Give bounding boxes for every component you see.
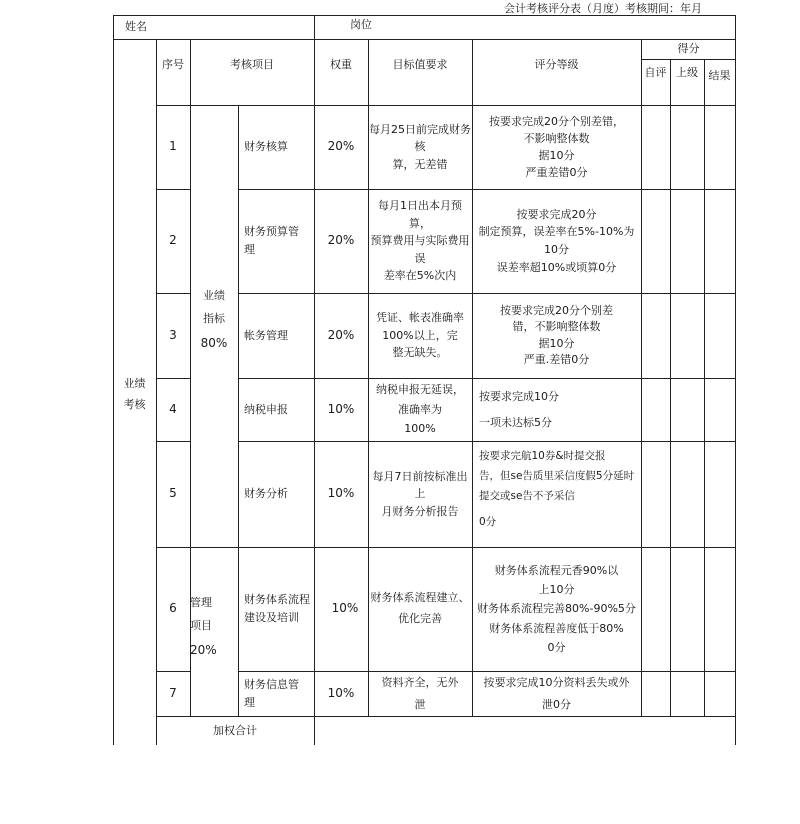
management-group-label [190,587,238,667]
result-header [704,59,735,105]
row-grade-line: 严重差错0分 [525,166,588,180]
row-item [244,189,314,293]
row-grade-line: 按要求完成10分 [479,390,559,404]
row-target-line: 纳税申报无延误， [376,382,464,396]
result-header-line: 结果 [708,69,731,82]
outer-group-label [113,370,156,420]
row-item-line: 财务信息管 [244,677,299,691]
row-target-line: 100% [404,422,436,436]
row-grade-line: 财务体系流程完善80%-90%5分 [477,602,636,616]
row-grade [472,105,641,189]
performance-group-line: 指标 [203,312,225,326]
row-item-line: 财务分析 [244,487,288,501]
row-grade-line: 财务体系流程善度低于80% [489,621,624,635]
row-target [368,293,472,378]
row-grade-line: 0分 [479,515,497,528]
row-item [244,671,314,716]
row-seq: 4 [169,401,177,416]
row-weight: 10% [327,685,355,700]
row-target-line: 资料齐全，无外 [381,675,459,689]
row-grade-line: 按要求完成20分 [516,207,597,221]
row-grade [472,189,641,293]
outer-group-line: 业绩 [123,377,146,391]
row-target-line: 100%以上，完 [382,328,458,342]
score-header: 得分 [677,42,700,56]
name-label: 姓名 [125,20,147,34]
appraisal-table [113,15,736,745]
row-grade-line: 按要求完成20分个别差错， [489,114,624,128]
row-item-line: 建设及培训 [244,611,299,624]
row-target-line: 整无缺失。 [392,346,448,360]
row-seq: 5 [169,486,177,501]
grade-header: 评分等级 [534,58,579,71]
row-target [368,105,472,189]
target-header: 目标值要求 [392,58,448,71]
row-item [244,547,314,671]
row-target-line: 凭证、帐表准确率 [376,311,464,325]
performance-group-weight: 80% [200,335,228,350]
row-grade-line: 提交或se告不予采信 [479,489,575,502]
superior-score-header: 上级 [676,66,698,79]
row-item-line: 帐务管理 [244,328,288,342]
row-grade-line: 严重.差错0分 [523,353,590,366]
row-item-line: 理 [244,695,255,709]
row-grade-line: 错，不影响整体数 [512,320,601,333]
row-weight: 10% [331,601,359,616]
row-weight: 10% [327,401,355,416]
row-weight: 20% [327,139,355,154]
weighted-total-label: 加权合计 [213,723,257,737]
row-seq: 7 [169,685,177,700]
row-grade-line: 制定预算，误差率在5%-10%为 [478,225,635,239]
row-target-line: 财务体系流程建立、 [370,591,470,605]
row-target [368,441,472,547]
weight-header: 权重 [330,58,352,71]
performance-group-line: 业绩 [203,289,225,303]
row-item [244,293,314,378]
row-item [244,105,314,189]
row-grade-line: 财务体系流程元香90%以 [494,563,619,577]
row-grade-line: 告，但se告质里采信度假5分延时 [479,469,635,482]
item-header: 考核项目 [230,58,274,71]
row-item-line: 财务核算 [244,140,288,154]
row-target-line: 每月7日前按标准出上 [372,469,468,501]
row-item [244,441,314,547]
outer-group-line: 考核 [123,398,146,411]
row-seq: 6 [169,601,177,616]
row-grade-line: 据10分 [538,336,575,350]
row-target-line: 算，无差错 [392,157,448,171]
row-target-line: 泄 [414,697,426,711]
row-weight: 20% [327,327,355,342]
row-target-line: 每月1日出本月预算， [378,199,462,230]
management-group-line: 项目 [190,619,212,633]
page-title: 会计考核评分表（月度）考核期间：年月 [504,2,702,15]
row-grade-line: 0分 [547,640,566,654]
row-grade-line: 上10分 [538,583,575,597]
seq-header: 序号 [162,58,184,71]
row-grade [472,547,641,671]
row-target-line: 优化完善 [398,612,442,625]
row-grade-line: 10分 [544,243,569,256]
self-score-header: 自评 [644,66,667,79]
row-item-line: 财务预算管 [244,225,299,239]
row-target [368,378,472,441]
management-group-weight: 20% [190,642,217,657]
row-seq: 1 [169,139,177,154]
row-target [368,189,472,293]
performance-group-label [190,280,238,360]
row-target-line: 差率在5%次内 [383,269,457,283]
row-grade-line: 误差率超10%或顷算0分 [496,260,617,274]
row-seq: 2 [169,233,177,248]
row-grade-line: 按要求完航10券&时提交报 [479,450,606,462]
row-target-line: 月财务分析报告 [381,504,459,518]
row-target-line: 准确率为 [398,402,442,416]
row-grade [479,378,641,441]
row-grade-line: 一项未达标5分 [479,415,552,429]
row-grade-line: 不影响整体数 [523,131,590,145]
row-grade [479,441,641,547]
row-seq: 3 [169,327,177,342]
row-target [368,671,472,716]
row-item-line: 纳税申报 [244,402,288,416]
row-grade-line: 按要求完成10分资料丢失或外 [483,675,630,689]
row-item-line: 理 [244,243,255,256]
row-grade-line: 泄0分 [542,697,571,711]
row-target-line: 预算费用与实际费用误 [370,234,470,265]
row-item [244,378,314,441]
row-grade-line: 据10分 [538,149,575,162]
management-group-line: 管理 [190,596,212,610]
row-item-line: 财务体系流程 [244,593,310,607]
row-grade [472,293,641,378]
position-label: 岗位 [350,18,372,32]
row-target [368,547,472,671]
row-grade-line: 按要求完成20分个别差 [500,303,613,317]
row-grade [472,671,641,716]
row-weight: 10% [327,486,355,501]
row-weight: 20% [327,233,355,248]
row-target-line: 每月25日前完成财务核 [369,122,471,154]
